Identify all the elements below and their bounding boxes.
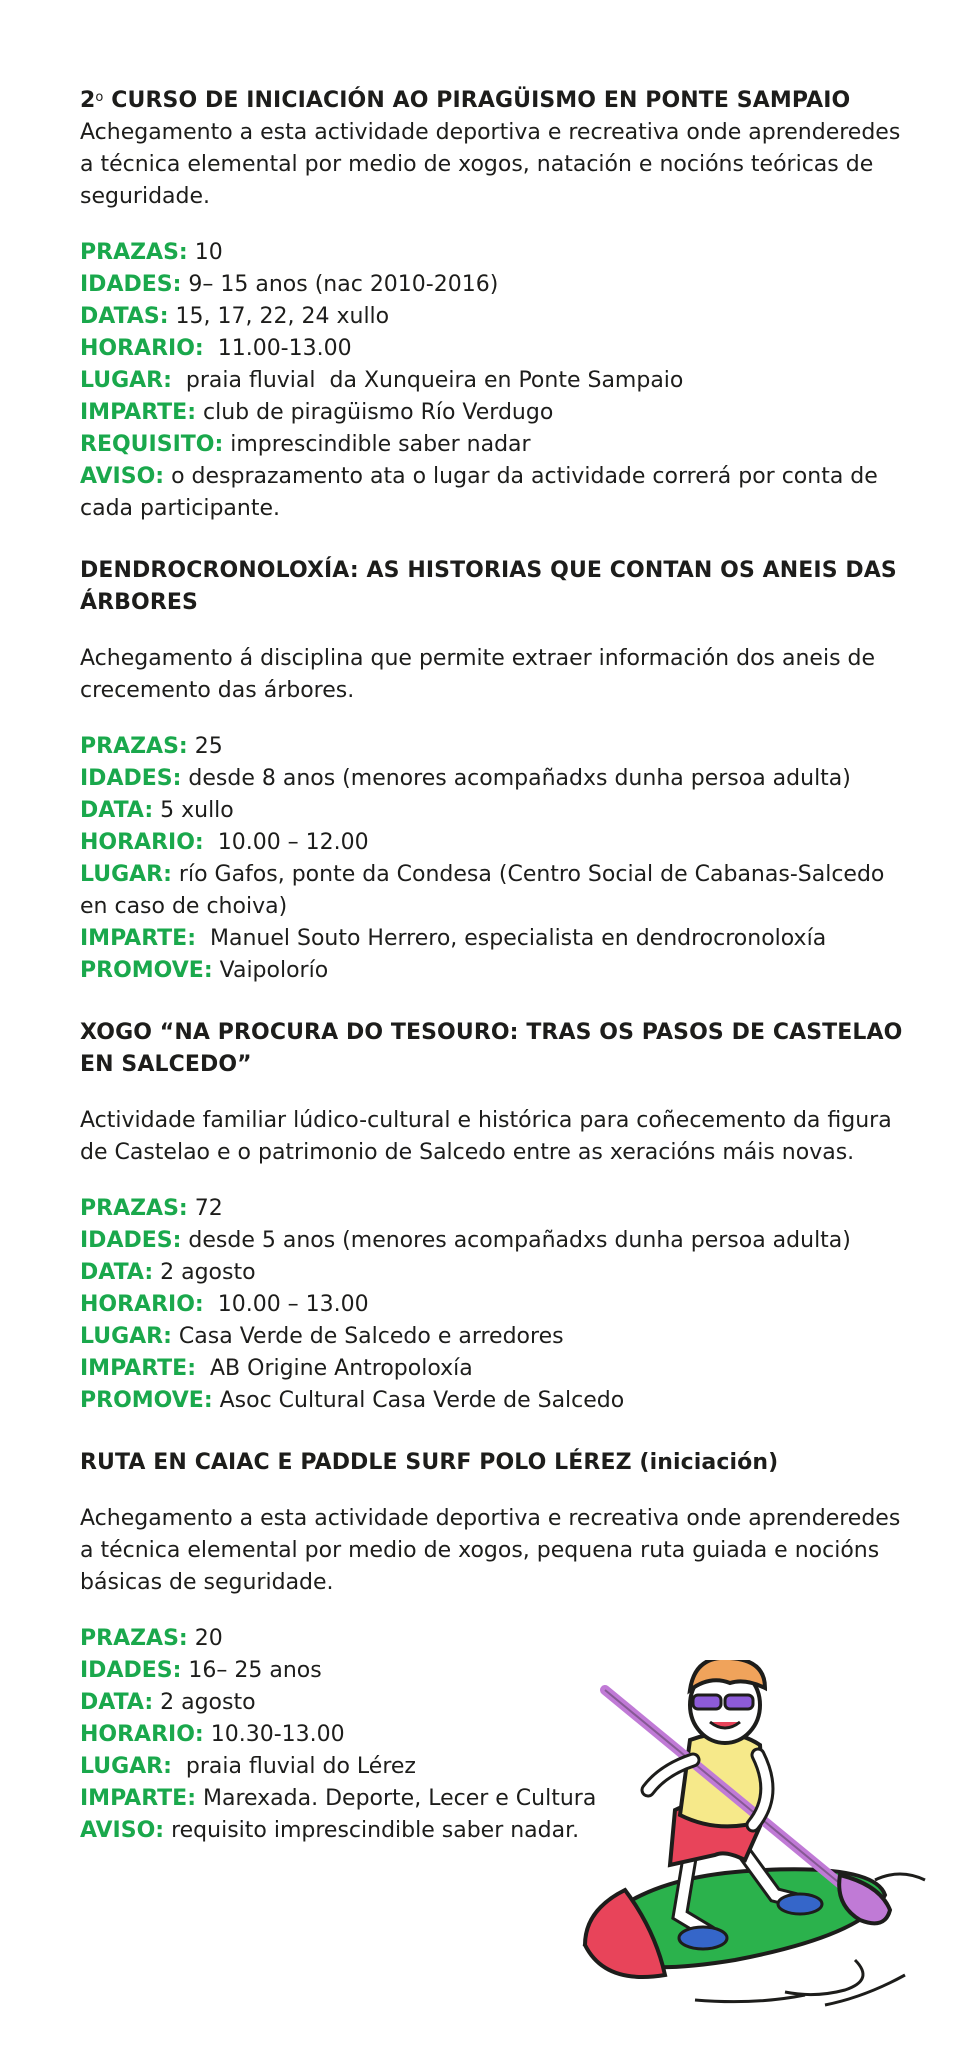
title-number: 2 bbox=[80, 88, 96, 113]
activity-title: XOGO “NA PROCURA DO TESOURO: TRAS OS PASOS DE CASTELAO EN SALCEDO” bbox=[80, 1020, 903, 1077]
field-lugar: LUGAR: praia fluvial do Lérez bbox=[80, 1754, 416, 1779]
field-imparte: IMPARTE: club de piragüismo Río Verdugo bbox=[80, 400, 554, 425]
field-data: DATA: 2 agosto bbox=[80, 1690, 256, 1715]
field-prazas: PRAZAS: 25 bbox=[80, 734, 223, 759]
field-requisito: REQUISITO: imprescindible saber nadar bbox=[80, 432, 531, 457]
field-idades: IDADES: 9– 15 anos (nac 2010-2016) bbox=[80, 272, 499, 297]
activity-title: DENDROCRONOLOXÍA: AS HISTORIAS QUE CONTAN OS ANEIS DAS ÁRBORES bbox=[80, 558, 897, 615]
activity-description: Actividade familiar lúdico-cultural e histórica para coñecemento da figura de Castelao e o patrimonio de Salcedo entre as xeracións máis novas. bbox=[80, 1108, 892, 1165]
activity-list bbox=[80, 82, 910, 1877]
field-imparte: IMPARTE: Manuel Souto Herrero, especialista en dendrocronoloxía bbox=[80, 926, 827, 951]
field-idades: IDADES: 16– 25 anos bbox=[80, 1658, 322, 1683]
field-prazas: PRAZAS: 20 bbox=[80, 1626, 223, 1651]
activity-title: RUTA EN CAIAC E PADDLE SURF POLO LÉREZ (iniciación) bbox=[80, 1450, 779, 1475]
activity-dendrochronology bbox=[80, 555, 910, 987]
field-promove: PROMOVE: Asoc Cultural Casa Verde de Salcedo bbox=[80, 1388, 625, 1413]
field-prazas: PRAZAS: 10 bbox=[80, 240, 223, 265]
field-aviso: AVISO: requisito imprescindible saber nadar. bbox=[80, 1818, 580, 1843]
field-data: DATA: 5 xullo bbox=[80, 798, 234, 823]
field-horario: HORARIO: 10.30-13.00 bbox=[80, 1722, 345, 1747]
field-idades: IDADES: desde 8 anos (menores acompañadxs dunha persoa adulta) bbox=[80, 766, 851, 791]
field-horario: HORARIO: 10.00 – 13.00 bbox=[80, 1292, 369, 1317]
activity-treasure-hunt bbox=[80, 1017, 910, 1417]
field-idades: IDADES: desde 5 anos (menores acompañadxs dunha persoa adulta) bbox=[80, 1228, 851, 1253]
activity-description: Achegamento a esta actividade deportiva e recreativa onde aprenderedes a técnica elemental por medio de xogos, pequena ruta guiada e nocións básicas de seguridade. bbox=[80, 1506, 901, 1595]
activity-title bbox=[80, 82, 910, 117]
field-horario: HORARIO: 11.00-13.00 bbox=[80, 336, 352, 361]
field-imparte: IMPARTE: AB Origine Antropoloxía bbox=[80, 1356, 473, 1381]
field-lugar: LUGAR: río Gafos, ponte da Condesa (Centro Social de Cabanas-Salcedo en caso de choiva) bbox=[80, 862, 892, 919]
title-text: CURSO DE INICIACIÓN AO PIRAGÜISMO EN PONTE SAMPAIO bbox=[103, 88, 851, 113]
activity-description: Achegamento á disciplina que permite extraer información dos aneis de crecemento das árbores. bbox=[80, 646, 876, 703]
field-lugar: LUGAR: praia fluvial da Xunqueira en Ponte Sampaio bbox=[80, 368, 684, 393]
field-data: DATA: 2 agosto bbox=[80, 1260, 256, 1285]
paddle-surfer-illustration-icon bbox=[575, 1660, 955, 2020]
field-imparte: IMPARTE: Marexada. Deporte, Lecer e Cultura bbox=[80, 1786, 597, 1811]
field-horario: HORARIO: 10.00 – 12.00 bbox=[80, 830, 369, 855]
field-prazas: PRAZAS: 72 bbox=[80, 1196, 223, 1221]
activity-kayak-course bbox=[80, 82, 910, 525]
field-datas: DATAS: 15, 17, 22, 24 xullo bbox=[80, 304, 390, 329]
field-lugar: LUGAR: Casa Verde de Salcedo e arredores bbox=[80, 1324, 564, 1349]
title-ordinal: o bbox=[95, 90, 104, 105]
activity-description: Achegamento a esta actividade deportiva e recreativa onde aprenderedes a técnica elemental por medio de xogos, natación e nocións teóricas de seguridade. bbox=[80, 120, 901, 209]
field-promove: PROMOVE: Vaipolorío bbox=[80, 958, 329, 983]
field-aviso: AVISO: o desprazamento ata o lugar da actividade correrá por conta de cada participante. bbox=[80, 464, 885, 521]
